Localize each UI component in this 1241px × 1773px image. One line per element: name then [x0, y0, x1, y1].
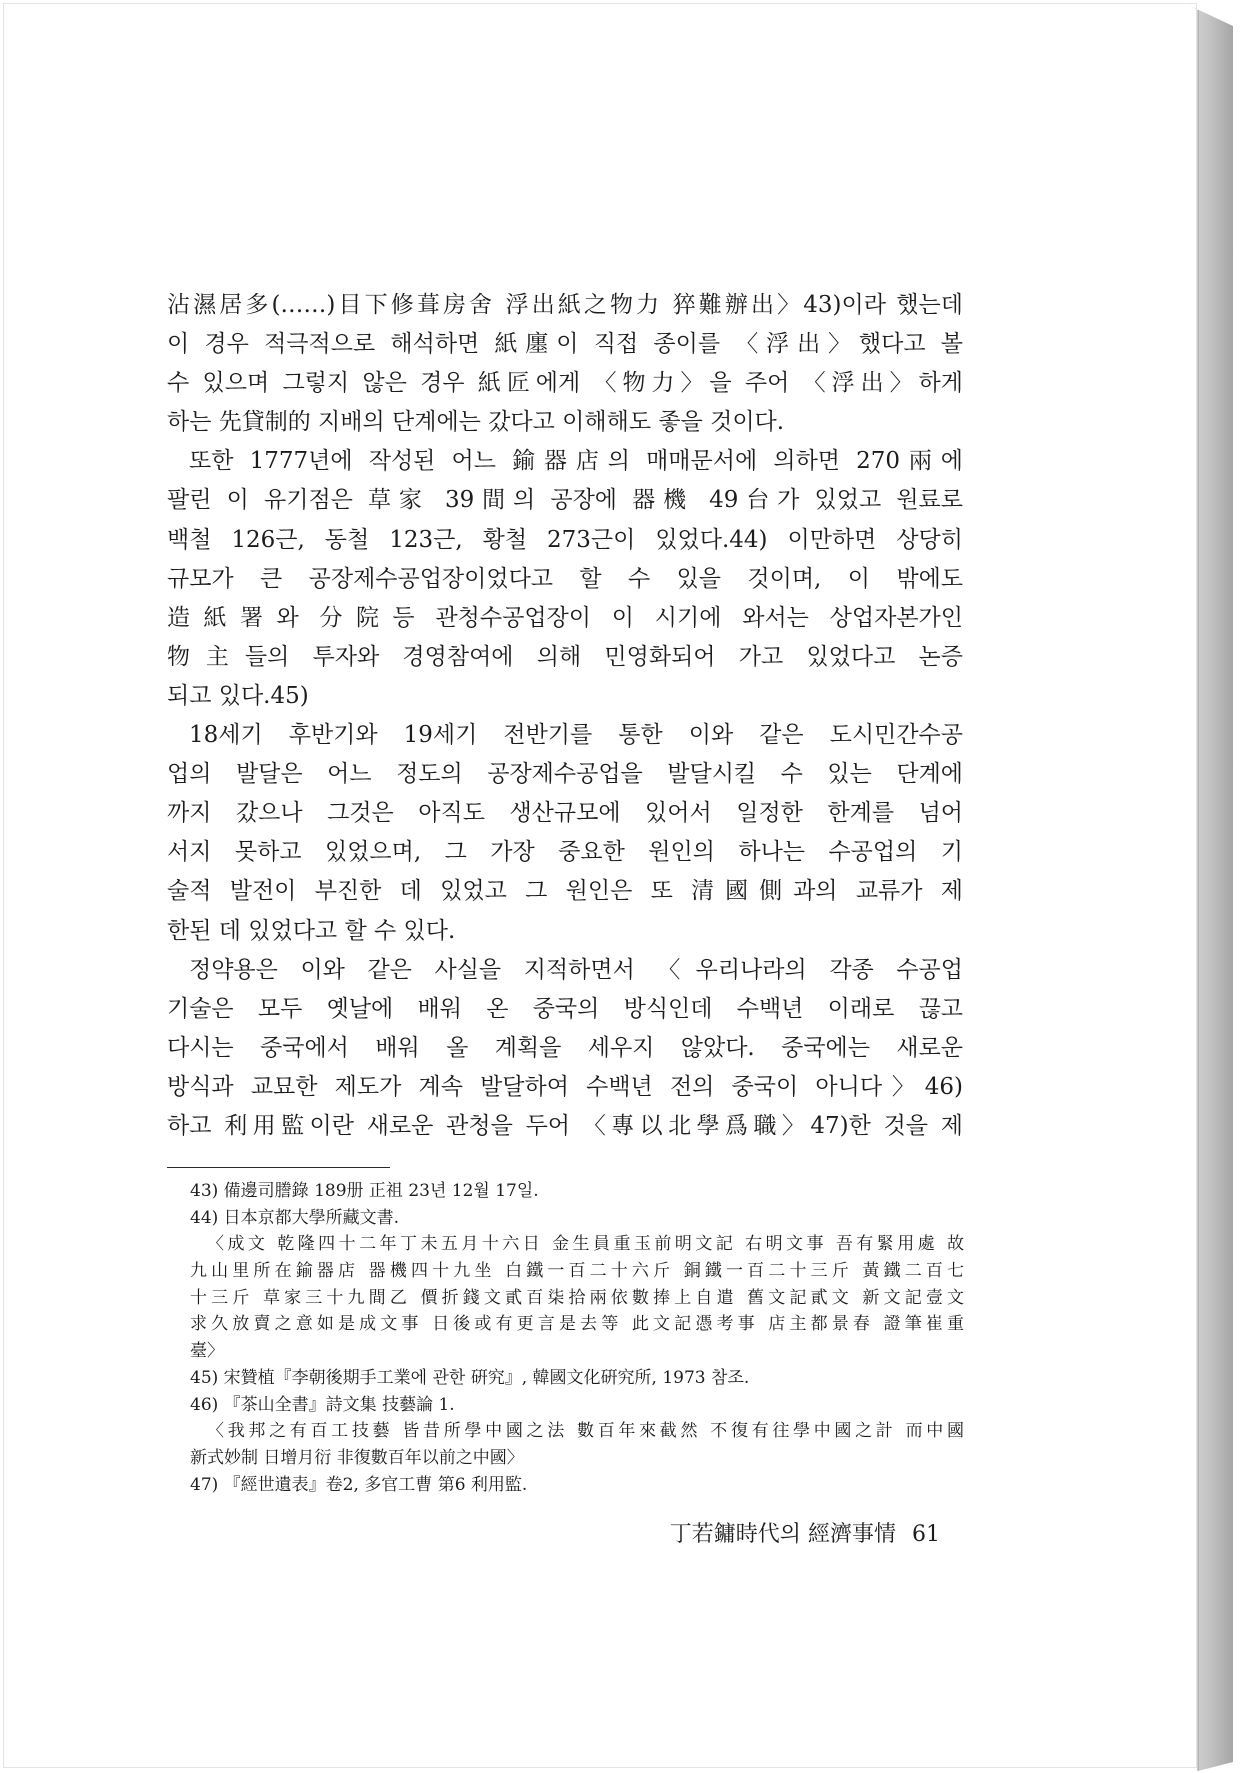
footnote-line: 46) 『茶山全書』詩文集 技藝論 1. — [190, 1394, 455, 1415]
footnote-line: 44) 日本京都大學所藏文書. — [190, 1207, 400, 1228]
body-line: 物主들의 투자와 경영참여에 의해 민영화되어 가고 있었다고 논증 — [167, 643, 963, 670]
body-line: 업의 발달은 어느 정도의 공장제수공업을 발달시킬 수 있는 단계에 — [167, 761, 963, 788]
body-line: 백철 126근, 동철 123근, 황철 273근이 있었다.44) 이만하면 상당히 — [167, 526, 963, 553]
body-line: 방식과 교묘한 제도가 계속 발달하여 수백년 전의 중국이 아니다〉46) — [167, 1073, 963, 1100]
footnote-quote-line: 十三斤 草家三十九間乙 價折錢文貳百柒拾兩依數捧上自遣 舊文記貳文 新文記壹文 — [190, 1287, 964, 1308]
footnote-quote-line: 求久放賣之意如是成文事 日後或有更言是去等 此文記憑考事 店主都景春 證筆崔重 — [190, 1314, 964, 1335]
body-line: 다시는 중국에서 배워 올 계획을 세우지 않았다. 중국에는 새로운 — [167, 1034, 963, 1061]
paragraph — [167, 442, 963, 716]
paragraph — [167, 951, 963, 1146]
body-line: 한된 데 있었다고 할 수 있다. — [167, 917, 456, 944]
footnote-line: 43) 備邊司謄錄 189册 正祖 23년 12월 17일. — [190, 1181, 539, 1201]
body-line: 또한 1777년에 작성된 어느 鍮器店의 매매문서에 의하면 270兩에 — [189, 448, 963, 475]
paragraph — [167, 716, 963, 951]
body-text — [167, 286, 963, 1146]
footnote-rule — [167, 1167, 390, 1168]
page-footer — [560, 1518, 940, 1552]
body-line: 이 경우 적극적으로 해석하면 紙廛이 직접 종이를 〈浮出〉했다고 볼 — [167, 331, 963, 358]
body-line: 되고 있다.45) — [167, 682, 309, 709]
body-line: 기술은 모두 옛날에 배워 온 중국의 방식인데 수백년 이래로 끊고 — [167, 995, 963, 1022]
body-line: 18세기 후반기와 19세기 전반기를 통한 이와 같은 도시민간수공 — [189, 722, 963, 749]
running-title: 丁若鏞時代의 經濟事情 — [669, 1522, 896, 1547]
footnote-quote-line: 〈我邦之有百工技藝 皆昔所學中國之法 數百年來截然 不復有往學中國之計 而中國 — [207, 1421, 964, 1442]
body-line: 팔린 이 유기점은 草家 39間의 공장에 器機 49台가 있었고 원료로 — [167, 487, 963, 514]
body-line: 정약용은 이와 같은 사실을 지적하면서 〈우리나라의 각종 수공업 — [189, 956, 963, 983]
body-line: 하는 先貸制的 지배의 단계에는 갔다고 이해해도 좋을 것이다. — [167, 409, 785, 436]
footnote-quote-line: 臺〉 — [190, 1341, 224, 1362]
footnotes — [190, 1178, 964, 1498]
page-number: 61 — [912, 1522, 940, 1547]
body-line: 沾濕居多(……)目下修葺房舍 浮出紙之物力 猝難辦出〉43)이라 했는데 — [167, 292, 963, 318]
body-line: 술적 발전이 부진한 데 있었고 그 원인은 또 清國側과의 교류가 제 — [167, 878, 963, 905]
footnote-line: 45) 宋贊植『李朝後期手工業에 관한 硏究』, 韓國文化硏究所, 1973 참조. — [190, 1367, 750, 1388]
footnote-quote-line: 〈成文 乾隆四十二年丁未五月十六日 金生員重玉前明文記 右明文事 吾有緊用處 故 — [207, 1234, 964, 1255]
paragraph — [167, 286, 963, 442]
body-line: 하고 利用監이란 새로운 관청을 두어 〈專以北學爲職〉47)한 것을 제 — [167, 1112, 963, 1139]
body-line: 서지 못하고 있었으며, 그 가장 중요한 원인의 하나는 수공업의 기 — [167, 839, 963, 866]
body-line: 造紙署와 分院등 관청수공업장이 이 시기에 와서는 상업자본가인 — [167, 604, 963, 631]
body-line: 수 있으며 그렇지 않은 경우 紙匠에게 〈物力〉을 주어 〈浮出〉하게 — [167, 370, 963, 397]
footnote-quote-line: 新式妙制 日增月衍 非復數百年以前之中國〉 — [190, 1447, 524, 1468]
footnote-line: 47) 『經世遺表』卷2, 多官工曹 第6 利用監. — [190, 1474, 528, 1495]
body-line: 규모가 큰 공장제수공업장이었다고 할 수 있을 것이며, 이 밖에도 — [167, 565, 963, 592]
footnote-quote-line: 九山里所在鍮器店 器機四十九坐 白鐵一百二十六斤 銅鐵一百二十三斤 黃鐵二百七 — [190, 1261, 964, 1282]
body-line: 까지 갔으나 그것은 아직도 생산규모에 있어서 일정한 한계를 넘어 — [167, 800, 963, 827]
